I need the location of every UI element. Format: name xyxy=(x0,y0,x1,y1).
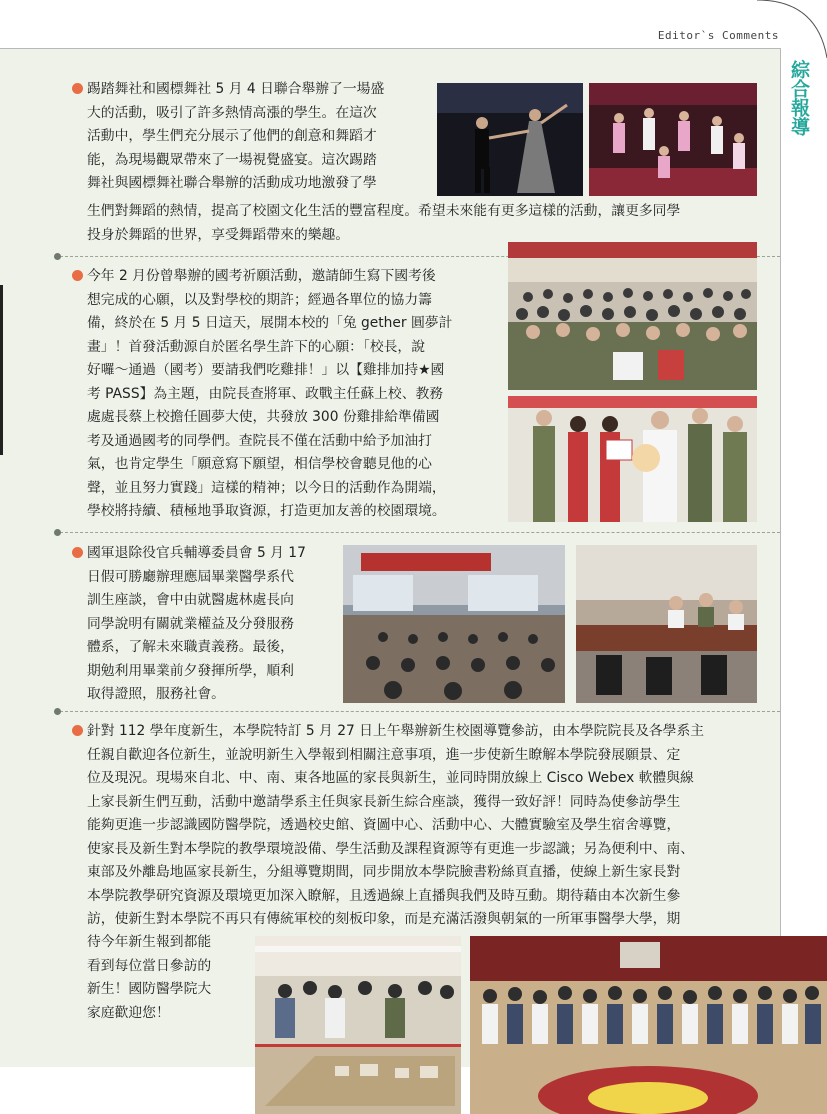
article-freshmen xyxy=(72,720,762,932)
bullet-dot xyxy=(72,270,83,281)
article-exam-wish xyxy=(72,265,490,524)
text-line: 本學院教學研究資源及環境更加深入瞭解，且透過線上直播與我們及時互動。期待藉由本次新生參 xyxy=(87,887,681,904)
text-line: 東部及外離島地區家長新生，分組導覽期間，同步開放本學院臉書粉絲頁直播，使線上新生家長對 xyxy=(87,864,681,880)
text-line: 取得證照，服務社會。 xyxy=(87,686,225,702)
text-line: 考 PASS】為主題，由院長查將軍、政戰主任蘇上校、教務 xyxy=(87,385,444,402)
left-edge-strip xyxy=(0,285,3,455)
text-line: 看到每位當日參訪的 xyxy=(87,957,212,974)
section-divider xyxy=(60,711,780,712)
section-divider xyxy=(60,532,780,533)
text-line: 針對 112 學年度新生，本學院特訂 5 月 27 日上午舉辦新生校園導覽參訪，由本學院院長及各學系主 xyxy=(87,723,705,739)
ballroom-dance-photo xyxy=(437,83,583,196)
text-line: 使家長及新生對本學院的教學環境設備、學生活動及課程資源等有更進一步認識；另為便利中、南、 xyxy=(87,840,695,857)
crowd-group-photo xyxy=(508,242,757,390)
text-line: 活動中，學生們充分展示了他們的創意和舞蹈才 xyxy=(87,128,377,144)
officials-holding-signs-photo xyxy=(508,396,757,522)
text-line: 新生！國防醫學院大 xyxy=(87,981,212,997)
article-freshmen-cont xyxy=(87,931,257,1025)
text-line: 生們對舞蹈的熱情，提高了校園文化生活的豐富程度。希望未來能有更多這樣的活動，讓更多同學 xyxy=(87,203,681,219)
text-line: 訪，使新生對本學院不再只有傳統軍校的刻板印象，而是充滿活潑與朝氣的一所軍事醫學大學，期 xyxy=(87,911,681,927)
text-line: 能夠更進一步認識國防醫學院，透過校史館、資圖中心、活動中心、大體實驗室及學生宿舍導覽， xyxy=(87,817,681,833)
text-line: 任親自歡迎各位新生，並說明新生入學報到相關注意事項，進一步使新生瞭解本學院發展願景、定 xyxy=(87,746,681,763)
text-line: 好囉～通過（國考）要請我們吃雞排！」以【雞排加持★國 xyxy=(87,362,445,378)
running-title: Editor`s Comments xyxy=(657,29,779,42)
meeting-table-photo xyxy=(576,545,757,703)
divider-dot xyxy=(54,253,61,260)
bullet-dot xyxy=(72,547,83,558)
freshmen-group-photo xyxy=(470,936,827,1114)
text-line: 期勉利用畢業前夕發揮所學，順利 xyxy=(87,662,294,679)
text-line: 同學說明有關就業權益及分發服務 xyxy=(87,615,294,632)
bullet-dot xyxy=(72,725,83,736)
text-line: 大的活動，吸引了許多熱情高漲的學生。在這次 xyxy=(87,104,377,121)
text-line: 備，終於在 5 月 5 日這天，展開本校的「兔 gether 圓夢計 xyxy=(87,315,453,331)
seminar-hall-photo xyxy=(343,545,565,703)
text-line: 上家長新生們互動，活動中邀請學系主任與家長新生綜合座談，獲得一致好評！同時為使參訪學生 xyxy=(87,793,681,810)
text-line: 能，為現場觀眾帶來了一場視覺盛宴。這次踢踏 xyxy=(87,151,377,168)
text-line: 學校將持續、積極地爭取資源，打造更加友善的校園環境。 xyxy=(87,503,446,519)
section-label: 綜合報導 xyxy=(788,60,810,136)
text-line: 考及通過國考的同學們。查院長不僅在活動中給予加油打 xyxy=(87,432,432,449)
text-line: 想完成的心願，以及對學校的期許；經過各單位的協力籌 xyxy=(87,291,432,308)
text-line: 訓生座談，會中由就醫處林處長向 xyxy=(87,592,294,608)
text-line: 今年 2 月份曾舉辦的國考祈願活動，邀請師生寫下國考後 xyxy=(87,268,436,284)
divider-dot xyxy=(54,529,61,536)
text-line: 氣，也肯定學生「願意寫下願望，相信學校會聽見他的心 xyxy=(87,456,432,472)
text-line: 投身於舞蹈的世界，享受舞蹈帶來的樂趣。 xyxy=(87,226,350,243)
tap-dance-photo xyxy=(589,83,757,196)
article-veterans xyxy=(72,542,337,707)
text-line: 日假可勝廳辦理應屆畢業醫學系代 xyxy=(87,568,294,585)
text-line: 體系，了解未來職責義務。最後， xyxy=(87,639,294,655)
text-line: 踢踏舞社和國標舞社 5 月 4 日聯合舉辦了一場盛 xyxy=(87,81,385,97)
divider-dot xyxy=(54,708,61,715)
text-line: 家庭歡迎您！ xyxy=(87,1004,170,1021)
bullet-dot xyxy=(72,83,83,94)
text-line: 處處長蔡上校擔任圓夢大使，共發放 300 份雞排給準備國 xyxy=(87,409,440,425)
article-dance xyxy=(72,78,427,196)
text-line: 位及現況。現場來自北、中、南、東各地區的家長與新生，並同時開放線上 Cisco Webex 軟體與線 xyxy=(87,770,694,786)
text-line: 舞社與國標舞社聯合舉辦的活動成功地激發了學 xyxy=(87,175,377,191)
article-dance-cont xyxy=(87,200,767,247)
text-line: 待今年新生報到都能 xyxy=(87,934,212,950)
campus-model-tour-photo xyxy=(255,936,461,1114)
text-line: 畫」！首發活動源自於匿名學生許下的心願：「校長，說 xyxy=(87,338,426,355)
text-line: 國軍退除役官兵輔導委員會 5 月 17 xyxy=(87,545,306,561)
text-line: 聲，並且努力實踐」這樣的精神；以今日的活動作為開端， xyxy=(87,479,446,496)
